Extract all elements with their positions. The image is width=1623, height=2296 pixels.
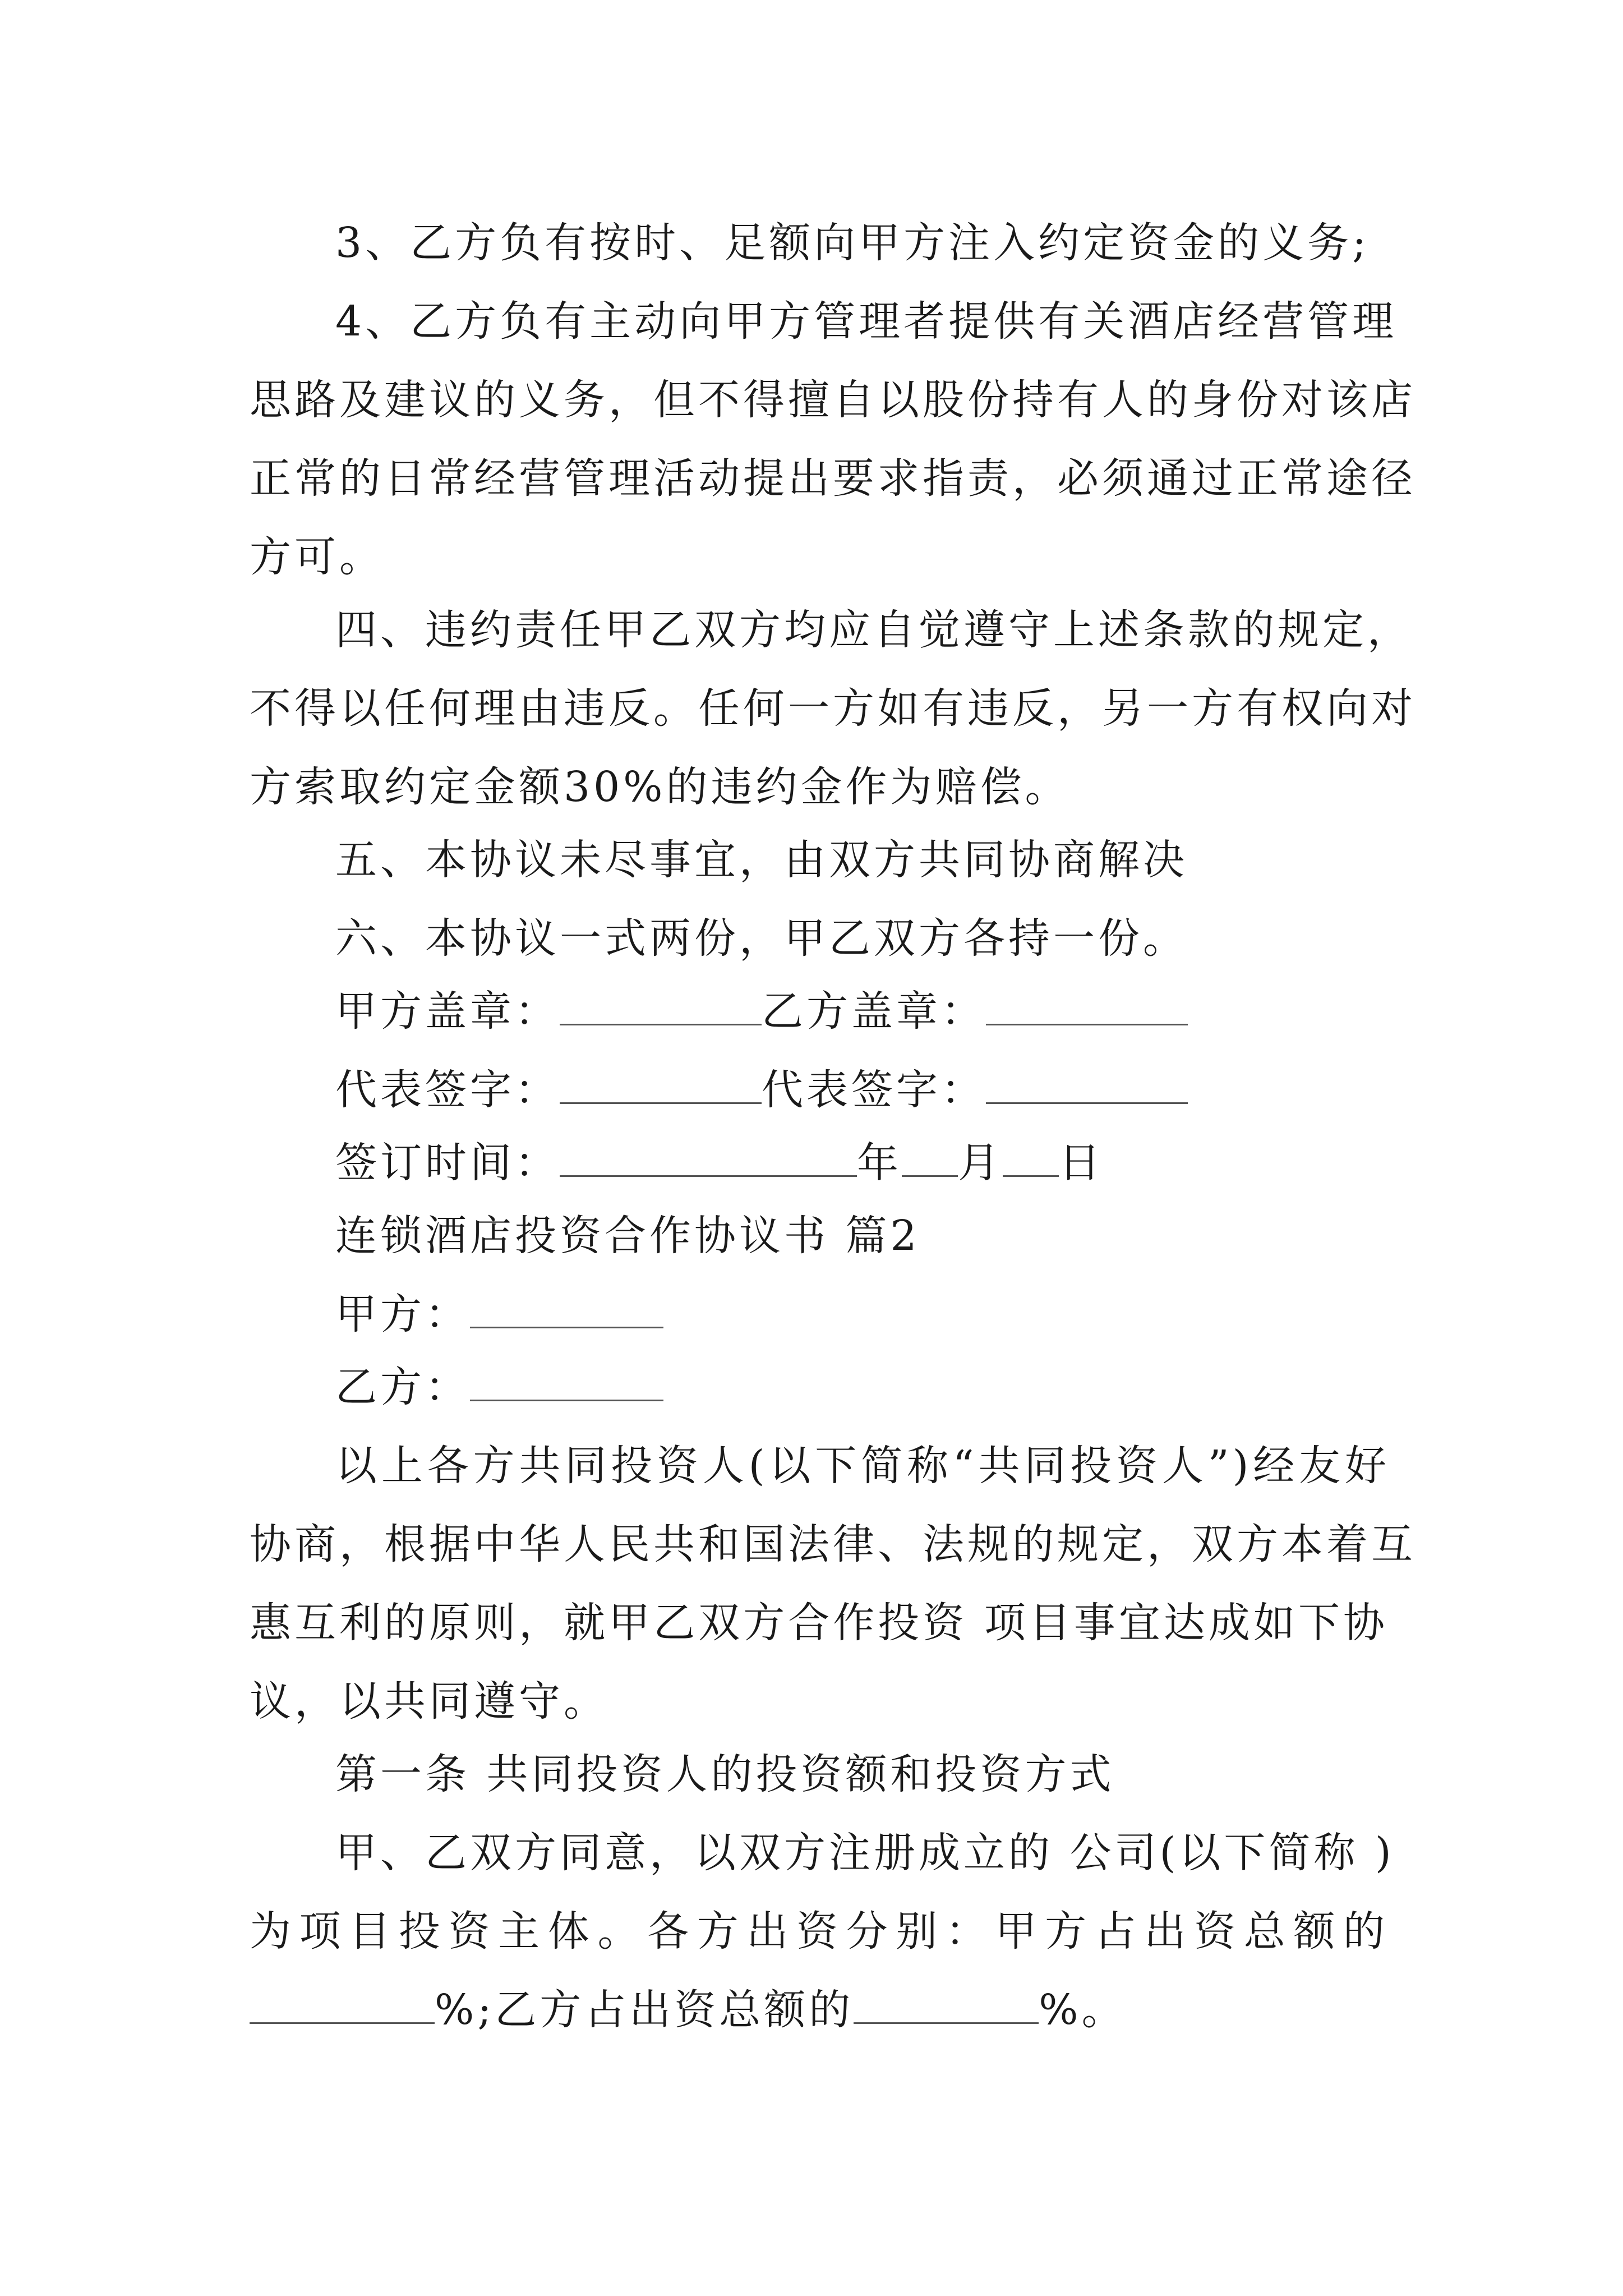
party-a-percent-blank [250,1982,435,2024]
preamble-line-4: 议，以共同遵守。 [250,1677,608,1726]
article-1-line-2: 为项目投资主体。各方出资分别：甲方占出资总额的 [250,1907,1388,1955]
sign-date-year-blank [560,1135,857,1177]
party-a-seal-blank [560,983,762,1025]
clause-6: 六、本协议一式两份，甲乙双方各持一份。 [335,914,1188,963]
article-1-heading: 第一条 共同投资人的投资额和投资方式 [335,1750,1115,1798]
party-a-seal-label: 甲方盖章： [335,987,560,1036]
obligation-item-4-line-4: 方可。 [250,533,384,581]
rep-sign-a-label: 代表签字： [335,1066,560,1114]
clause-5: 五、本协议未尽事宜，由双方共同协商解决 [335,836,1188,884]
preamble-line-3: 惠互利的原则，就甲乙双方合作投资 项目事宜达成如下协 [250,1599,1388,1647]
breach-clause-line-2: 不得以任何理由违反。任何一方如有违反，另一方有权向对 [250,684,1416,733]
rep-sign-a-blank [560,1062,762,1104]
breach-clause-line-1: 四、违约责任甲乙双方均应自觉遵守上述条款的规定， [335,606,1412,654]
section-2-title: 连锁酒店投资合作协议书 篇2 [335,1212,920,1260]
party-a-row [335,1286,1390,1342]
month-label: 月 [958,1139,1003,1187]
breach-clause-line-3: 方索取约定金额30%的违约金作为赔偿。 [250,763,1070,811]
day-blank [1003,1135,1059,1177]
party-b-percent-suffix: %。 [1039,1986,1127,2034]
obligation-item-3: 3、乙方负有按时、足额向甲方注入约定资金的义务; [335,219,1370,267]
party-b-seal-blank [986,983,1188,1025]
party-b-label: 乙方： [335,1363,470,1411]
rep-sign-b-label: 代表签字： [762,1066,986,1114]
day-label: 日 [1059,1139,1104,1187]
party-b-seal-label: 乙方盖章： [762,987,986,1036]
party-b-row [335,1359,1390,1415]
sign-date-label: 签订时间： [335,1139,560,1187]
year-label: 年 [857,1139,902,1187]
obligation-item-4-line-1: 4、乙方负有主动向甲方管理者提供有关酒店经营管理 [335,297,1398,346]
party-a-percent-suffix: %;乙方占出资总额的 [435,1986,854,2034]
article-1-percent-row [250,1982,1388,2038]
preamble-line-1: 以上各方共同投资人(以下简称“共同投资人”)经友好 [335,1442,1390,1490]
obligation-item-4-line-2: 思路及建议的义务，但不得擅自以股份持有人的身份对该店 [250,376,1416,424]
article-1-line-1: 甲、乙双方同意，以双方注册成立的 公司(以下简称 ) [335,1829,1395,1877]
rep-sign-b-blank [986,1062,1188,1104]
party-a-label: 甲方： [335,1290,470,1338]
seal-row [335,983,1390,1039]
month-blank [902,1135,958,1177]
signature-row [335,1062,1390,1118]
party-a-blank [470,1286,663,1328]
preamble-line-2: 协商，根据中华人民共和国法律、法规的规定，双方本着互 [250,1520,1416,1568]
obligation-item-4-line-3: 正常的日常经营管理活动提出要求指责，必须通过正常途径 [250,454,1416,503]
sign-date-row [335,1135,1390,1191]
party-b-blank [470,1359,663,1401]
party-b-percent-blank [854,1982,1039,2024]
